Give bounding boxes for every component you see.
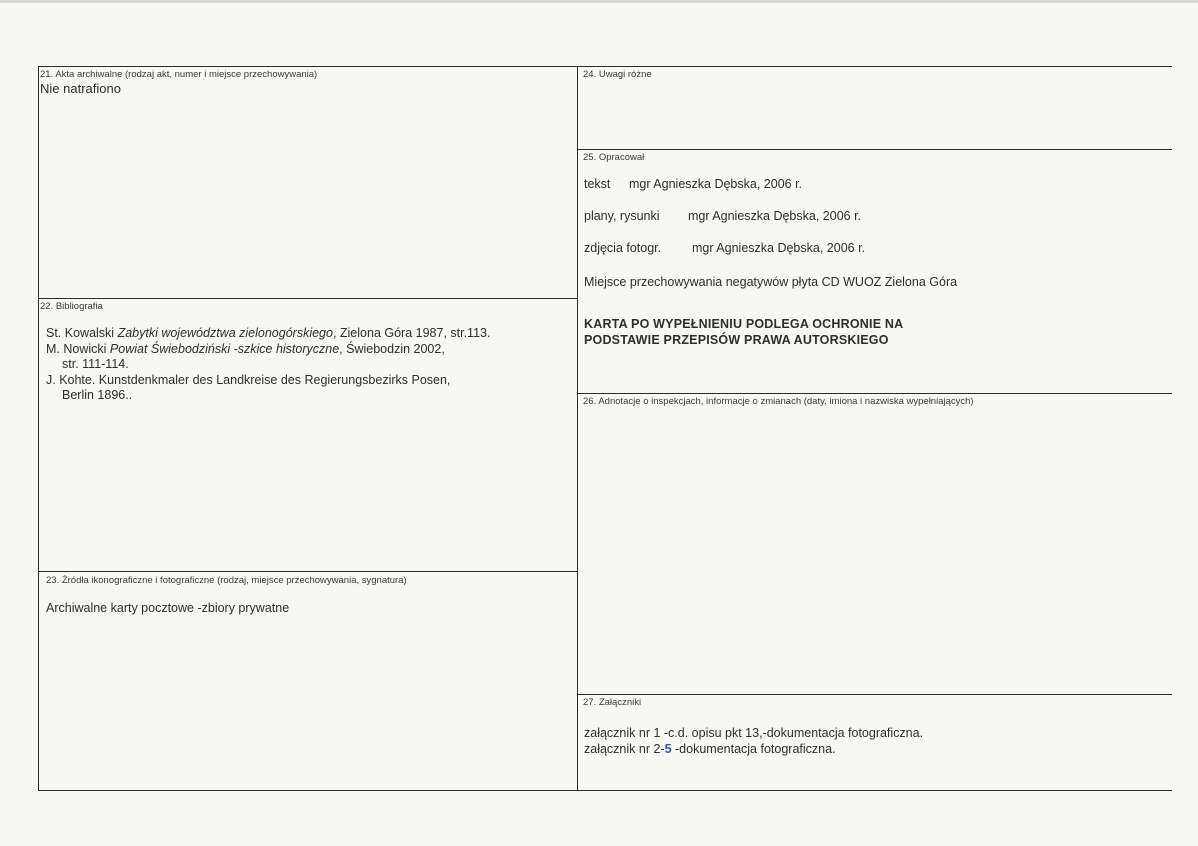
author-row-photos-key: zdjęcia fotogr. — [584, 241, 662, 255]
divider-25-26 — [577, 393, 1172, 394]
divider-22-23 — [38, 571, 578, 572]
frame-left-rule — [38, 66, 39, 791]
author-row-plans-key: plany, rysunki — [584, 209, 660, 223]
section-24-label: 24. Uwagi różne — [583, 69, 652, 80]
copyright-notice-line2: PODSTAWIE PRZEPISÓW PRAWA AUTORSKIEGO — [584, 333, 889, 347]
handwritten-number: 5 — [664, 742, 672, 756]
author-row-photos-value: mgr Agnieszka Dębska, 2006 r. — [692, 241, 866, 255]
frame-top-rule — [38, 66, 1172, 67]
section-22-label: 22. Bibliografia — [40, 301, 103, 312]
section-23-content: Archiwalne karty pocztowe -zbiory prywatne — [46, 601, 290, 615]
bibliography-entry: St. Kowalski Zabytki województwa zielonogórskiego, Zielona Góra 1987, str.113. — [46, 326, 491, 340]
bibliography-entry: M. Nowicki Powiat Świebodziński -szkice historyczne, Świebodzin 2002, — [46, 341, 445, 356]
divider-26-27 — [577, 694, 1172, 695]
section-21-content: Nie natrafiono — [40, 81, 121, 96]
section-27-label: 27. Załączniki — [583, 697, 642, 708]
divider-24-25 — [577, 149, 1172, 150]
author-row-text-value: mgr Agnieszka Dębska, 2006 r. — [629, 177, 803, 191]
section-23-label: 23. Źródła ikonograficzne i fotograficzne (rodzaj, miejsce przechowywania, sygnatura) — [46, 575, 407, 586]
frame-bottom-rule — [38, 790, 1172, 791]
bibliography-entry: str. 111-114. — [62, 357, 129, 371]
section-26-label: 26. Adnotacje o inspekcjach, informacje o zmianach (daty, imiona i nazwiska wypełniających) — [583, 396, 974, 407]
author-row-text-key: tekst — [584, 177, 611, 191]
author-row-plans-value: mgr Agnieszka Dębska, 2006 r. — [688, 209, 862, 223]
negatives-location: Miejsce przechowywania negatywów płyta CD WUOZ Zielona Góra — [584, 275, 958, 289]
column-divider — [577, 66, 578, 791]
copyright-notice-line1: KARTA PO WYPEŁNIENIU PODLEGA OCHRONIE NA — [584, 317, 904, 331]
section-25-label: 25. Opracował — [583, 152, 645, 163]
attachment-2: załącznik nr 2-5 -dokumentacja fotograficzna. — [584, 742, 836, 756]
divider-21-22 — [38, 298, 578, 299]
section-21-label: 21. Akta archiwalne (rodzaj akt, numer i miejsce przechowywania) — [40, 69, 318, 80]
bibliography-list — [46, 326, 490, 404]
scan-top-edge — [0, 0, 1198, 3]
attachment-1: załącznik nr 1 -c.d. opisu pkt 13,-dokumentacja fotograficzna. — [584, 726, 924, 740]
bibliography-entry: Berlin 1896.. — [62, 388, 133, 402]
bibliography-entry: J. Kohte. Kunstdenkmaler des Landkreise des Regierungsbezirks Posen, — [46, 372, 451, 387]
